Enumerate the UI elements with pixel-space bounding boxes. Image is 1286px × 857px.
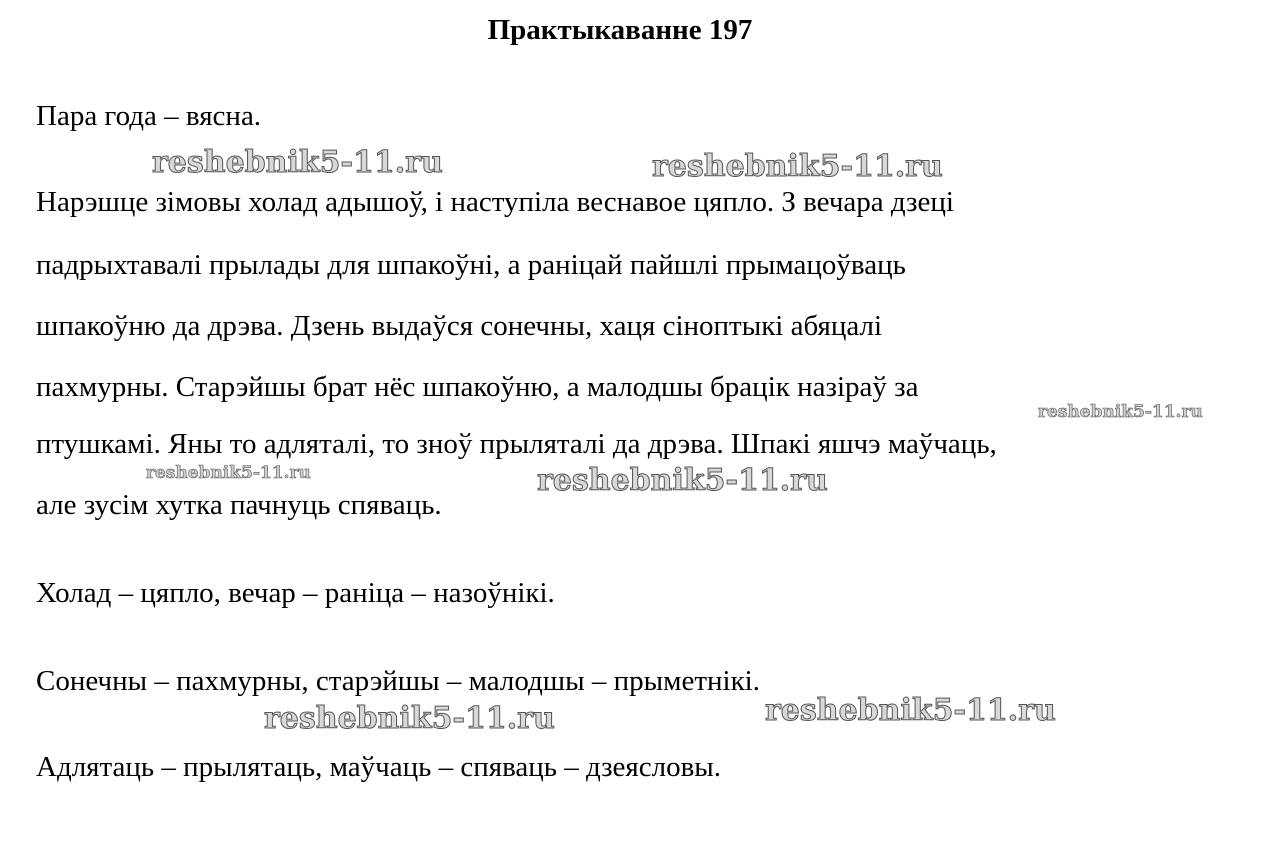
paragraph-line-1: Нарэшце зімовы холад адышоў, і наступіла веснавое цяпло. З вечара дзеці <box>36 186 954 218</box>
paragraph-line-5: птушкамі. Яны то адляталі, то зноў прыляталі да дрэва. Шпакі яшчэ маўчаць, <box>36 428 997 460</box>
watermark: reshebnik5-11.ru <box>652 149 943 184</box>
answer-line-1: Холад – цяпло, вечар – раніца – назоўнікі. <box>36 577 555 609</box>
paragraph-line-4: пахмурны. Старэйшы брат нёс шпакоўню, а малодшы брацік назіраў за <box>36 371 919 403</box>
watermark: reshebnik5-11.ru <box>537 463 828 498</box>
paragraph-line-3: шпакоўню да дрэва. Дзень выдаўся сонечны, хаця сіноптыкі абяцалі <box>36 310 883 342</box>
watermark: reshebnik5-11.ru <box>264 701 555 736</box>
paragraph-line-6: але зусім хутка пачнуць спяваць. <box>36 489 442 521</box>
page-title: Практыкаванне 197 <box>487 14 753 46</box>
watermark: reshebnik5-11.ru <box>765 693 1056 728</box>
watermark: reshebnik5-11.ru <box>152 145 443 180</box>
heading-line: Пара года – вясна. <box>36 100 262 132</box>
watermark: reshebnik5-11.ru <box>1038 402 1203 422</box>
watermark: reshebnik5-11.ru <box>146 463 311 483</box>
answer-line-3: Адлятаць – прылятаць, маўчаць – спяваць – дзеясловы. <box>36 751 722 783</box>
paragraph-line-2: падрыхтавалі прылады для шпакоўні, а раніцай пайшлі прымацоўваць <box>36 249 906 281</box>
answer-line-2: Сонечны – пахмурны, старэйшы – малодшы – прыметнікі. <box>36 665 760 697</box>
